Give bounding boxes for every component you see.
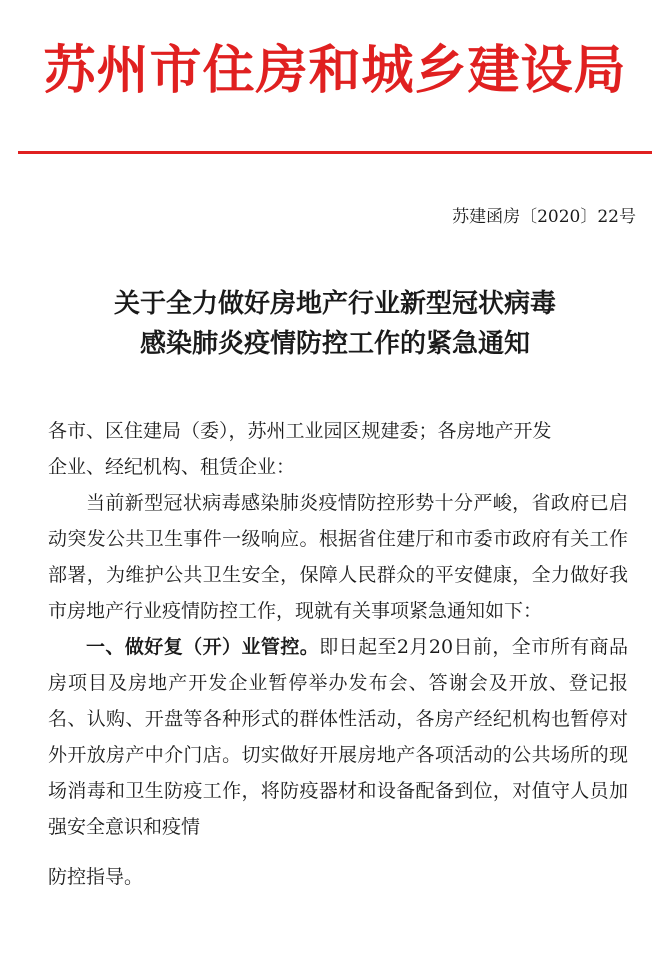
notice-title-line-2: 感染肺炎疫情防控工作的紧急通知 xyxy=(139,329,530,359)
notice-title xyxy=(0,284,670,364)
red-header-rule xyxy=(18,151,652,154)
recipients-line-1: 各市、区住建局（委），苏州工业园区规建委；各房地产开发 xyxy=(48,420,552,442)
issuing-authority-masthead: 苏州市住房和城乡建设局 xyxy=(43,41,627,101)
notice-body xyxy=(48,413,628,895)
intro-paragraph: 当前新型冠状病毒感染肺炎疫情防控形势十分严峻，省政府已启动突发公共卫生事件一级响应。根据省住建厅和市委市政府有关工作部署，为维护公共卫生安全，保障人民群众的平安健康，全力做好我市房地产行业疫情防控工作，现就有关事项紧急通知如下： xyxy=(48,492,628,622)
document-number: 苏建函房〔2020〕22号 xyxy=(452,207,636,227)
item-1-text: 即日起至2月20日前，全市所有商品房项目及房地产开发企业暂停举办发布会、答谢会及开放、登记报名、认购、开盘等各种形式的群体性活动，各房产经纪机构也暂停对外开放房产中介门店。切实做好开展房地产各项活动的公共场所的现场消毒和卫生防疫工作，将防疫器材和设备配备到位，对值守人员加强安全意识和疫情 xyxy=(48,636,628,838)
item-1-tail: 防控指导。 xyxy=(48,866,144,888)
recipients-line-2: 企业、经纪机构、租赁企业： xyxy=(48,456,296,478)
item-1-heading: 一、做好复（开）业管控。 xyxy=(86,636,320,658)
item-1-paragraph xyxy=(48,629,628,845)
notice-title-line-1: 关于全力做好房地产行业新型冠状病毒 xyxy=(113,289,556,319)
